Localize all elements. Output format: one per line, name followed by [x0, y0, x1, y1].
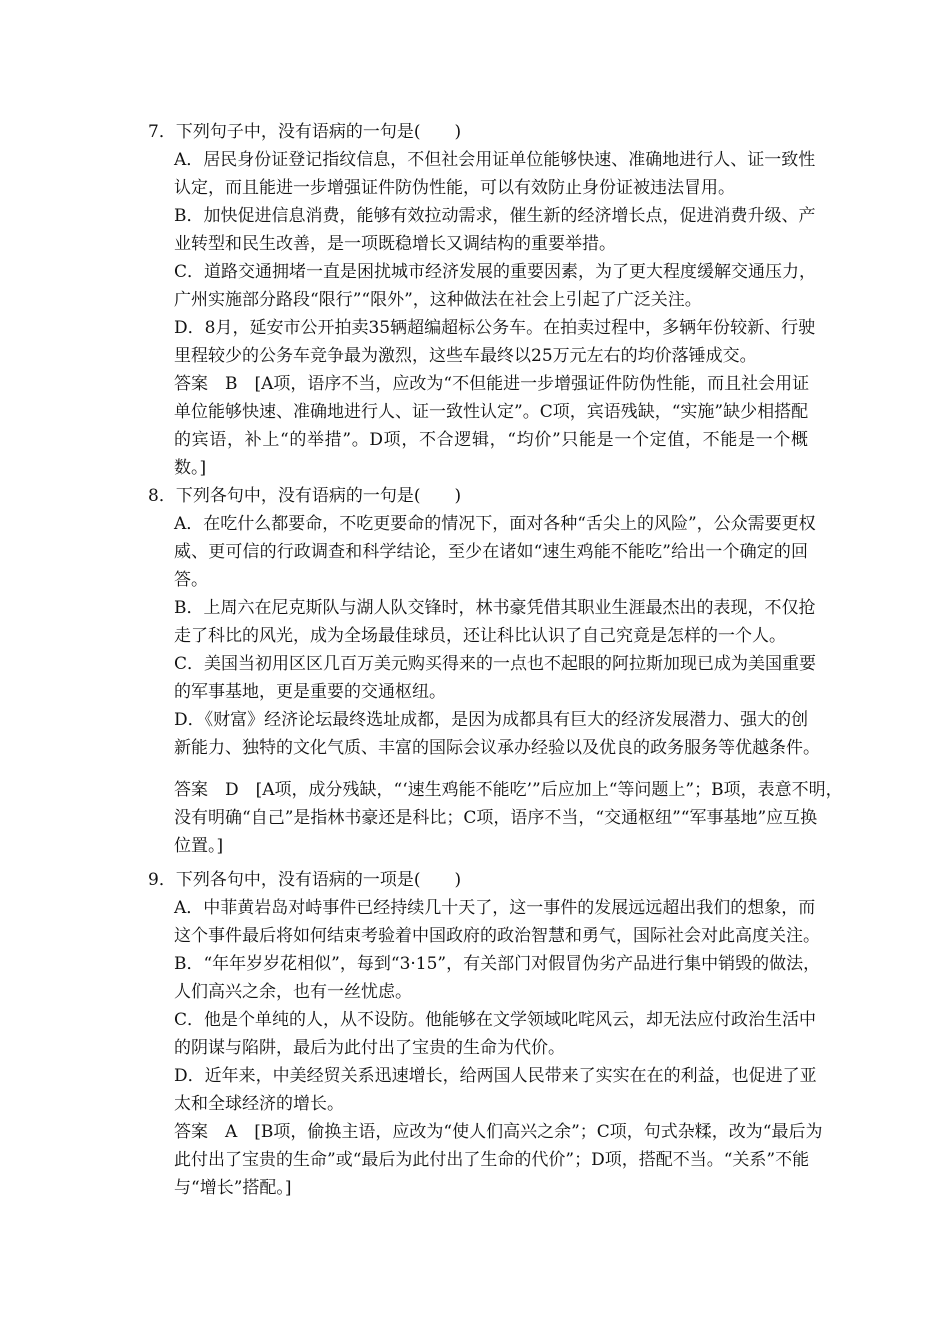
option-a: A．中菲黄岩岛对峙事件已经持续几十天了，这一事件的发展远远超出我们的想象，而 这个事件最后将如何结束考验着中国政府的政治智慧和勇气，国际社会对此高度关注。 — [174, 898, 820, 946]
question-9 — [148, 866, 823, 1202]
question-stem: 9．下列各句中，没有语病的一项是( ) — [148, 870, 462, 890]
option-d: D．《财富》经济论坛最终选址成都，是因为成都具有巨大的经济发展潜力、强大的创 新能力、独特的文化气质、丰富的国际会议承办经验以及优良的政务服务等优越条件。 — [174, 710, 820, 758]
option-b: B．“年年岁岁花相似”，每到“3·15”，有关部门对假冒伪劣产品进行集中销毁的做法， 人们高兴之余，也有一丝忧虑。 — [174, 954, 821, 1002]
question-7 — [148, 118, 817, 482]
option-a: A．在吃什么都要命，不吃更要命的情况下，面对各种“舌尖上的风险”，公众需要更权 威、更可信的行政调查和科学结论，至少在诸如“速生鸡能不能吃”给出一个确定的回 答。 — [174, 514, 816, 590]
answer-explanation: 答案 A [B项，偷换主语，应改为“使人们高兴之余”；C项，句式杂糅，改为“最后为 此付出了宝贵的生命”或“最后为此付出了生命的代价”；D项，搭配不当。“关系”不能 与“增长”搭配。] — [174, 1122, 823, 1198]
answer-explanation: 答案 B [A项，语序不当，应改为“不但能进一步增强证件防伪性能，而且社会用证 单位能够快速、准确地进行人、证一致性认定”。C项，宾语残缺，“实施”缺少相搭配 的宾语，补上“的举措”。D项，不合逻辑，“均价”只能是一个定值，不能是一个概 数。] — [174, 374, 810, 478]
option-a: A．居民身份证登记指纹信息，不但社会用证单位能够快速、准确地进行人、证一致性 认定，而且能进一步增强证件防伪性能，可以有效防止身份证被违法冒用。 — [174, 150, 816, 198]
answer-explanation: 答案 D [A项，成分残缺，“‘速生鸡能不能吃’”后应加上“等问题上”；B项，表意不明， 没有明确“自己”是指林书豪还是科比；C项，语序不当，“交通枢纽”“军事基地”应互换 位置。] — [174, 780, 843, 856]
option-b: B．加快促进信息消费，能够有效拉动需求，催生新的经济增长点，促进消费升级、产 业转型和民生改善，是一项既稳增长又调结构的重要举措。 — [174, 206, 816, 254]
question-stem: 8．下列各句中，没有语病的一句是( ) — [148, 486, 462, 506]
option-c: C．道路交通拥堵一直是困扰城市经济发展的重要因素，为了更大程度缓解交通压力， 广州实施部分路段“限行”“限外”，这种做法在社会上引起了广泛关注。 — [174, 262, 817, 310]
option-d: D．8月，延安市公开拍卖35辆超编超标公务车。在拍卖过程中，多辆年份较新、行驶 里程较少的公务车竞争最为激烈，这些车最终以25万元左右的均价落锤成交。 — [174, 318, 816, 366]
option-c: C．他是个单纯的人，从不设防。他能够在文学领域叱咤风云，却无法应付政治生活中 的阴谋与陷阱，最后为此付出了宝贵的生命为代价。 — [174, 1010, 817, 1058]
question-stem: 7．下列句子中，没有语病的一句是( ) — [148, 122, 462, 142]
option-c: C．美国当初用区区几百万美元购买得来的一点也不起眼的阿拉斯加现已成为美国重要 的军事基地，更是重要的交通枢纽。 — [174, 654, 817, 702]
question-8 — [148, 482, 843, 860]
option-b: B．上周六在尼克斯队与湖人队交锋时，林书豪凭借其职业生涯最杰出的表现，不仅抢 走了科比的风光，成为全场最佳球员，还让科比认识了自己究竟是怎样的一个人。 — [174, 598, 816, 646]
option-d: D．近年来，中美经贸关系迅速增长，给两国人民带来了实实在在的利益，也促进了亚 太和全球经济的增长。 — [174, 1066, 817, 1114]
